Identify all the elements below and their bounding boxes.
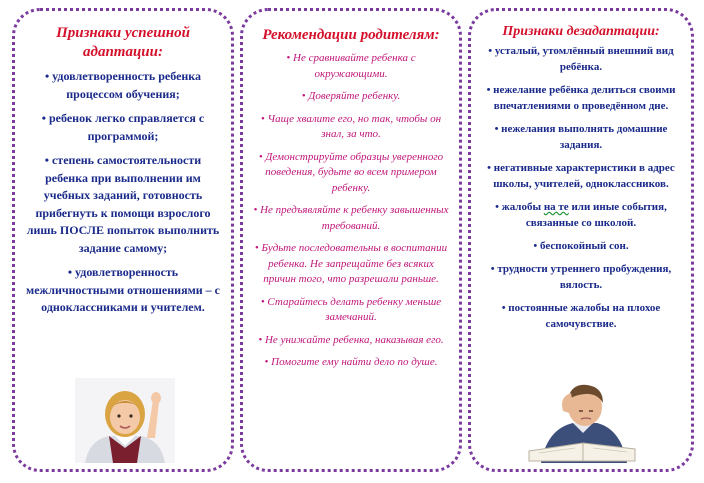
panel-maladaptation-signs: [468, 8, 694, 472]
list-item: • Не сравнивайте ребенка с окружающими.: [286, 52, 416, 80]
list-item: • постоянные жалобы на плохое самочувствие.: [501, 302, 661, 330]
list-item: • трудности утреннего пробуждения, вялость.: [490, 263, 672, 291]
girl-photo: [75, 378, 175, 463]
list-item: • удовлетворенность ребенка процессом обучения;: [44, 69, 202, 101]
list-item: • удовлетворенность межличностными отношениями – с одноклассниками и учителем.: [26, 265, 220, 314]
list-item: • Чаще хвалите его, но так, чтобы он знал, за что.: [260, 112, 442, 140]
item-text: • жалобы: [495, 201, 544, 213]
list-item: [479, 199, 683, 231]
list-item: • усталый, утомлённый внешний вид ребёнка.: [488, 45, 674, 73]
list-item: • Будьте последовательны в воспитании ребенка. Не запрещайте без всяких причин того, что разрешали раньше.: [254, 242, 448, 285]
list-item: • негативные характеристики в адрес школы, учителей, одноклассников.: [487, 162, 675, 190]
panel-title: Признаки успешной адаптации:: [56, 25, 190, 60]
list-item: • Помогите ему найти дело по душе.: [264, 356, 438, 368]
list-item: • Не предъявляйте к ребенку завышенных требований.: [253, 204, 449, 232]
spellcheck-underlined-text: на те: [543, 201, 569, 213]
panel-parent-recommendations: [240, 8, 462, 472]
recommendations-list: [243, 51, 459, 371]
item-text: или иные события, связанные со школой.: [525, 201, 667, 229]
list-item: • нежелания выполнять домашние задания.: [494, 123, 668, 151]
list-item: • степень самостоятельности ребенка при выполнении им учебных заданий, готовность прибегнуть к помощи взрослого лишь ПОСЛЕ попыток выполнить задание самому;: [26, 153, 220, 255]
list-item: • Доверяйте ребенку.: [301, 90, 401, 102]
list-item: • Старайтесь делать ребенку меньше замечаний.: [260, 295, 442, 323]
signs-list: [15, 68, 231, 317]
panel-title: Рекомендации родителям:: [262, 27, 440, 43]
panel-successful-adaptation: [12, 8, 234, 472]
list-item: • нежелание ребёнка делиться своими впечатлениями о проведённом дне.: [486, 84, 676, 112]
signs-list: [471, 43, 691, 332]
boy-photo: [523, 371, 641, 463]
list-item: • беспокойный сон.: [533, 240, 629, 252]
panel-title: Признаки дезадаптации:: [502, 24, 660, 39]
list-item: • Не унижайте ребенка, наказывая его.: [258, 333, 444, 346]
list-item: • ребенок легко справляется с программой;: [41, 111, 205, 143]
list-item: • Демонстрируйте образцы уверенного поведения, будьте во всем примером ребенку.: [258, 150, 444, 194]
